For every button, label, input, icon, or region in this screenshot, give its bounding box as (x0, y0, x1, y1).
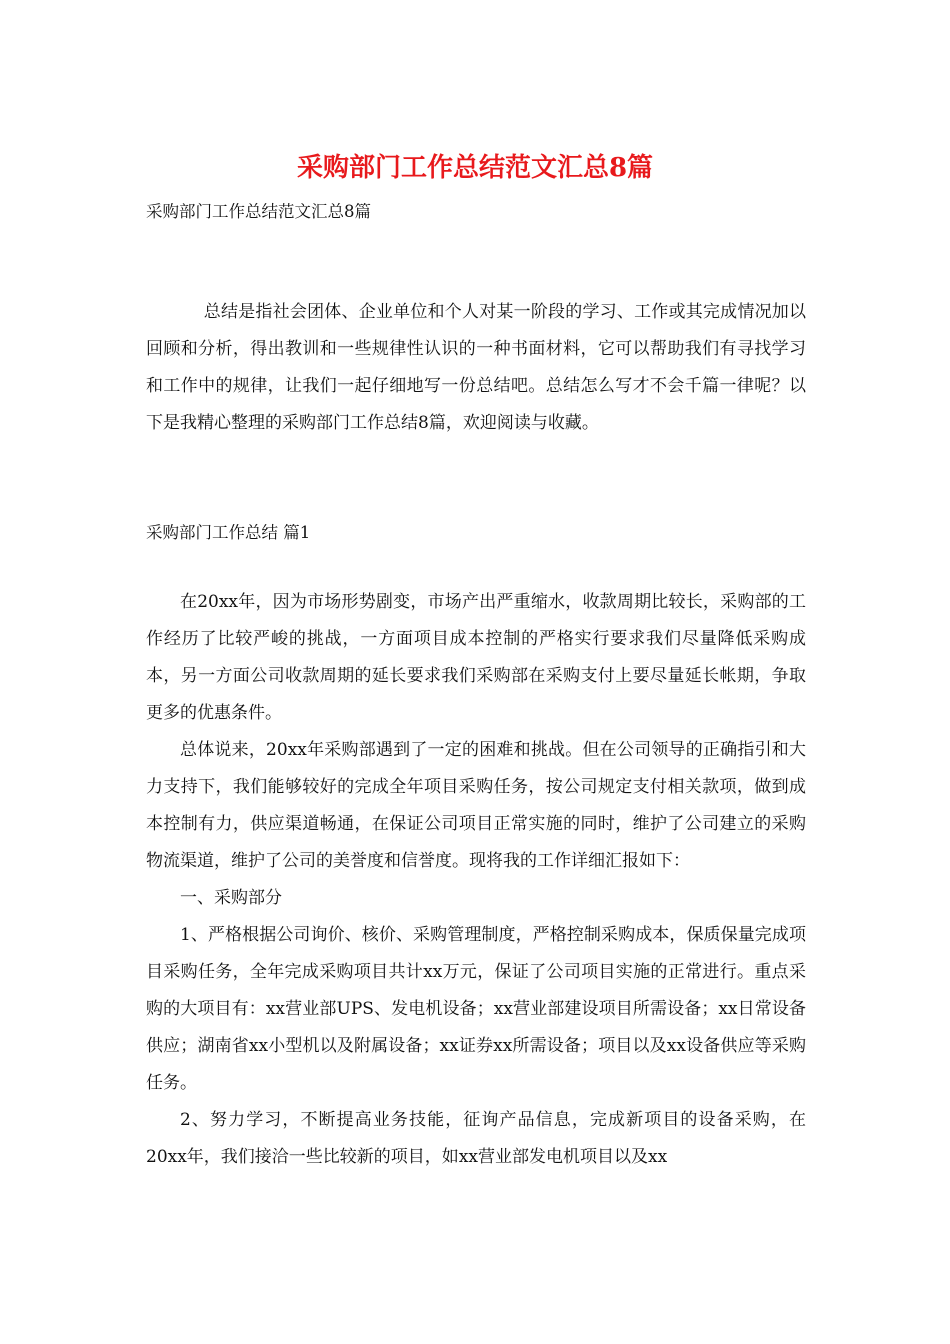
body-paragraph-4: 1、严格根据公司询价、核价、采购管理制度，严格控制采购成本，保质保量完成项目采购任务，全年完成采购项目共计xx万元，保证了公司项目实施的正常进行。重点采购的大项目有：xx营业部UPS、发电机设备；xx营业部建设项目所需设备；xx日常设备供应；湖南省xx小型机以及附属设备；xx证券xx所需设备；项目以及xx设备供应等采购任务。 (146, 925, 806, 1093)
body-paragraph-2: 总体说来，20xx年采购部遇到了一定的困难和挑战。但在公司领导的正确指引和大力支持下，我们能够较好的完成全年项目采购任务，按公司规定支付相关款项，做到成本控制有力，供应渠道畅通，在保证公司项目正常实施的同时，维护了公司建立的采购物流渠道，维护了公司的美誉度和信誉度。现将我的工作详细汇报如下： (146, 740, 806, 871)
intro-paragraph: 总结是指社会团体、企业单位和个人对某一阶段的学习、工作或其完成情况加以回顾和分析，得出教训和一些规律性认识的一种书面材料，它可以帮助我们有寻找学习和工作中的规律，让我们一起仔细地写一份总结吧。总结怎么写才不会千篇一律呢？以下是我精心整理的采购部门工作总结8篇，欢迎阅读与收藏。 (146, 302, 806, 433)
body-paragraph-1: 在20xx年，因为市场形势剧变，市场产出严重缩水，收款周期比较长，采购部的工作经历了比较严峻的挑战，一方面项目成本控制的严格实行要求我们尽量降低采购成本，另一方面公司收款周期的延长要求我们采购部在采购支付上要尽量延长帐期，争取更多的优惠条件。 (146, 592, 806, 723)
body-paragraph-3: 一、采购部分 (180, 888, 282, 908)
section-body (146, 584, 806, 1176)
document-subtitle: 采购部门工作总结范文汇总8篇 (146, 202, 371, 221)
document-title: 采购部门工作总结范文汇总8篇 (296, 153, 654, 183)
body-paragraph-5: 2、努力学习，不断提高业务技能，征询产品信息，完成新项目的设备采购，在20xx年，我们接洽一些比较新的项目，如xx营业部发电机项目以及xx (146, 1110, 806, 1167)
section-heading: 采购部门工作总结 篇1 (146, 523, 311, 542)
intro-block (146, 294, 806, 442)
